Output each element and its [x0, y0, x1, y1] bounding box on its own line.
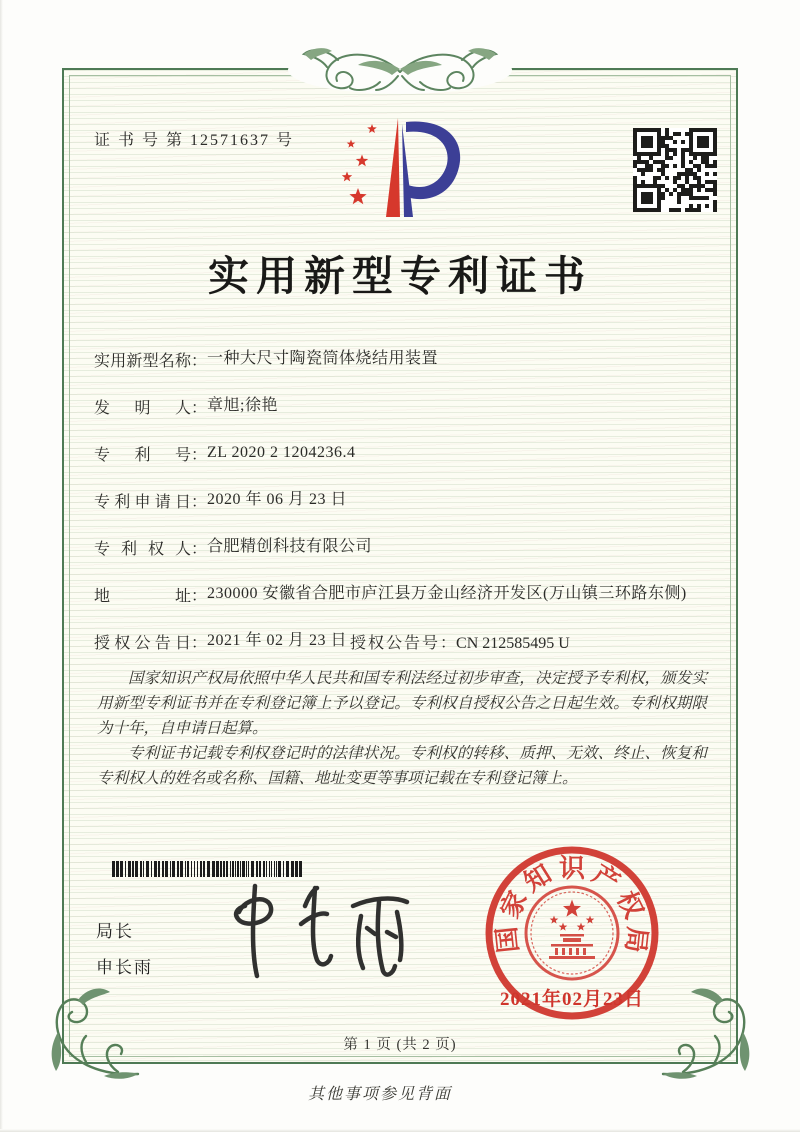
- legal-text-block: [97, 666, 707, 791]
- field-row-patentee: 专 利 权 人 ：合肥精创科技有限公司: [94, 538, 373, 558]
- page-number: 第 1 页 (共 2 页): [343, 1037, 457, 1053]
- field-value: ZL 2020 2 1204236.4: [207, 444, 356, 461]
- qr-code: [633, 128, 717, 212]
- scan-edge-left: [0, 0, 3, 1132]
- certificate-number: 证 书 号 第 12571637 号: [94, 132, 295, 149]
- corner-flourish-right: [659, 984, 755, 1080]
- svg-text:局: 局: [620, 925, 653, 955]
- field-value: CN 212585495 U: [456, 635, 570, 652]
- field-label: 授 权 公 告 日: [94, 635, 191, 652]
- seal-date: 2021年02月23日: [499, 989, 644, 1010]
- corner-flourish-left: [46, 984, 142, 1080]
- certificate-title: 实用新型专利证书: [208, 253, 592, 299]
- field-label: 实 用 新 型 名 称: [94, 353, 191, 370]
- svg-text:知: 知: [518, 858, 557, 898]
- field-value: 2021 年 02 月 23 日: [207, 632, 348, 649]
- field-row-inventor: 发 明 人 ：章旭;徐艳: [94, 397, 278, 417]
- commissioner-block: [96, 914, 153, 986]
- field-row-address: 地 址 ：230000 安徽省合肥市庐江县万金山经济开发区(万山镇三环路东侧): [94, 585, 687, 605]
- svg-text:产: 产: [587, 858, 626, 898]
- field-label: 地 址: [94, 588, 191, 605]
- commissioner-signature: [225, 876, 415, 991]
- commissioner-title: 局长: [96, 922, 134, 941]
- field-label: 专 利 权 人: [94, 541, 191, 558]
- top-scroll-ornament: [280, 42, 520, 98]
- field-row-patent-number: 专 利 号 ：ZL 2020 2 1204236.4: [94, 444, 356, 464]
- field-row-utility-model-name: 实 用 新 型 名 称 ：一种大尺寸陶瓷筒体烧结用装置: [94, 350, 439, 370]
- svg-text:识: 识: [558, 853, 586, 883]
- seal-emblem-stars: [550, 900, 595, 931]
- field-label: 发 明 人: [94, 400, 191, 417]
- field-value: 一种大尺寸陶瓷筒体烧结用装置: [207, 350, 439, 367]
- field-label: 专 利 申 请 日: [94, 494, 191, 511]
- field-row-filing-date: 专 利 申 请 日 ：2020 年 06 月 23 日: [94, 491, 348, 511]
- back-note: 其他事项参见背面: [307, 1086, 452, 1103]
- seal-emblem-gate: [549, 934, 595, 959]
- svg-text:国: 国: [491, 925, 524, 955]
- field-label: 授权公告号: [350, 635, 441, 652]
- field-label: 专 利 号: [94, 447, 191, 464]
- field-value: 合肥精创科技有限公司: [207, 538, 373, 555]
- commissioner-name: 申长雨: [96, 958, 153, 977]
- field-value: 230000 安徽省合肥市庐江县万金山经济开发区(万山镇三环路东侧): [207, 585, 687, 602]
- field-value: 2020 年 06 月 23 日: [207, 491, 348, 508]
- legal-paragraph-2: 专利证书记载专利权登记时的法律状况。专利权的转移、质押、无效、终止、恢复和专利权人的姓名或名称、国籍、地址变更等事项记载在专利登记簿上。: [97, 745, 707, 787]
- svg-text:权: 权: [611, 886, 650, 923]
- barcode: [112, 861, 308, 877]
- field-row-grant: 授 权 公 告 日 ：2021 年 02 月 23 日 授权公告号：CN 212585495 U: [94, 632, 570, 652]
- cnipa-logo: [336, 115, 470, 223]
- svg-text:家: 家: [494, 886, 533, 923]
- field-value: 章旭;徐艳: [207, 397, 278, 414]
- field-pair-grant-number: 授权公告号：CN 212585495 U: [350, 635, 570, 652]
- legal-paragraph-1: 国家知识产权局依照中华人民共和国专利法经过初步审查，决定授予专利权，颁发实用新型专利证书并在专利登记簿上予以登记。专利权自授权公告之日起生效。专利权期限为十年，自申请日起算。: [97, 670, 707, 737]
